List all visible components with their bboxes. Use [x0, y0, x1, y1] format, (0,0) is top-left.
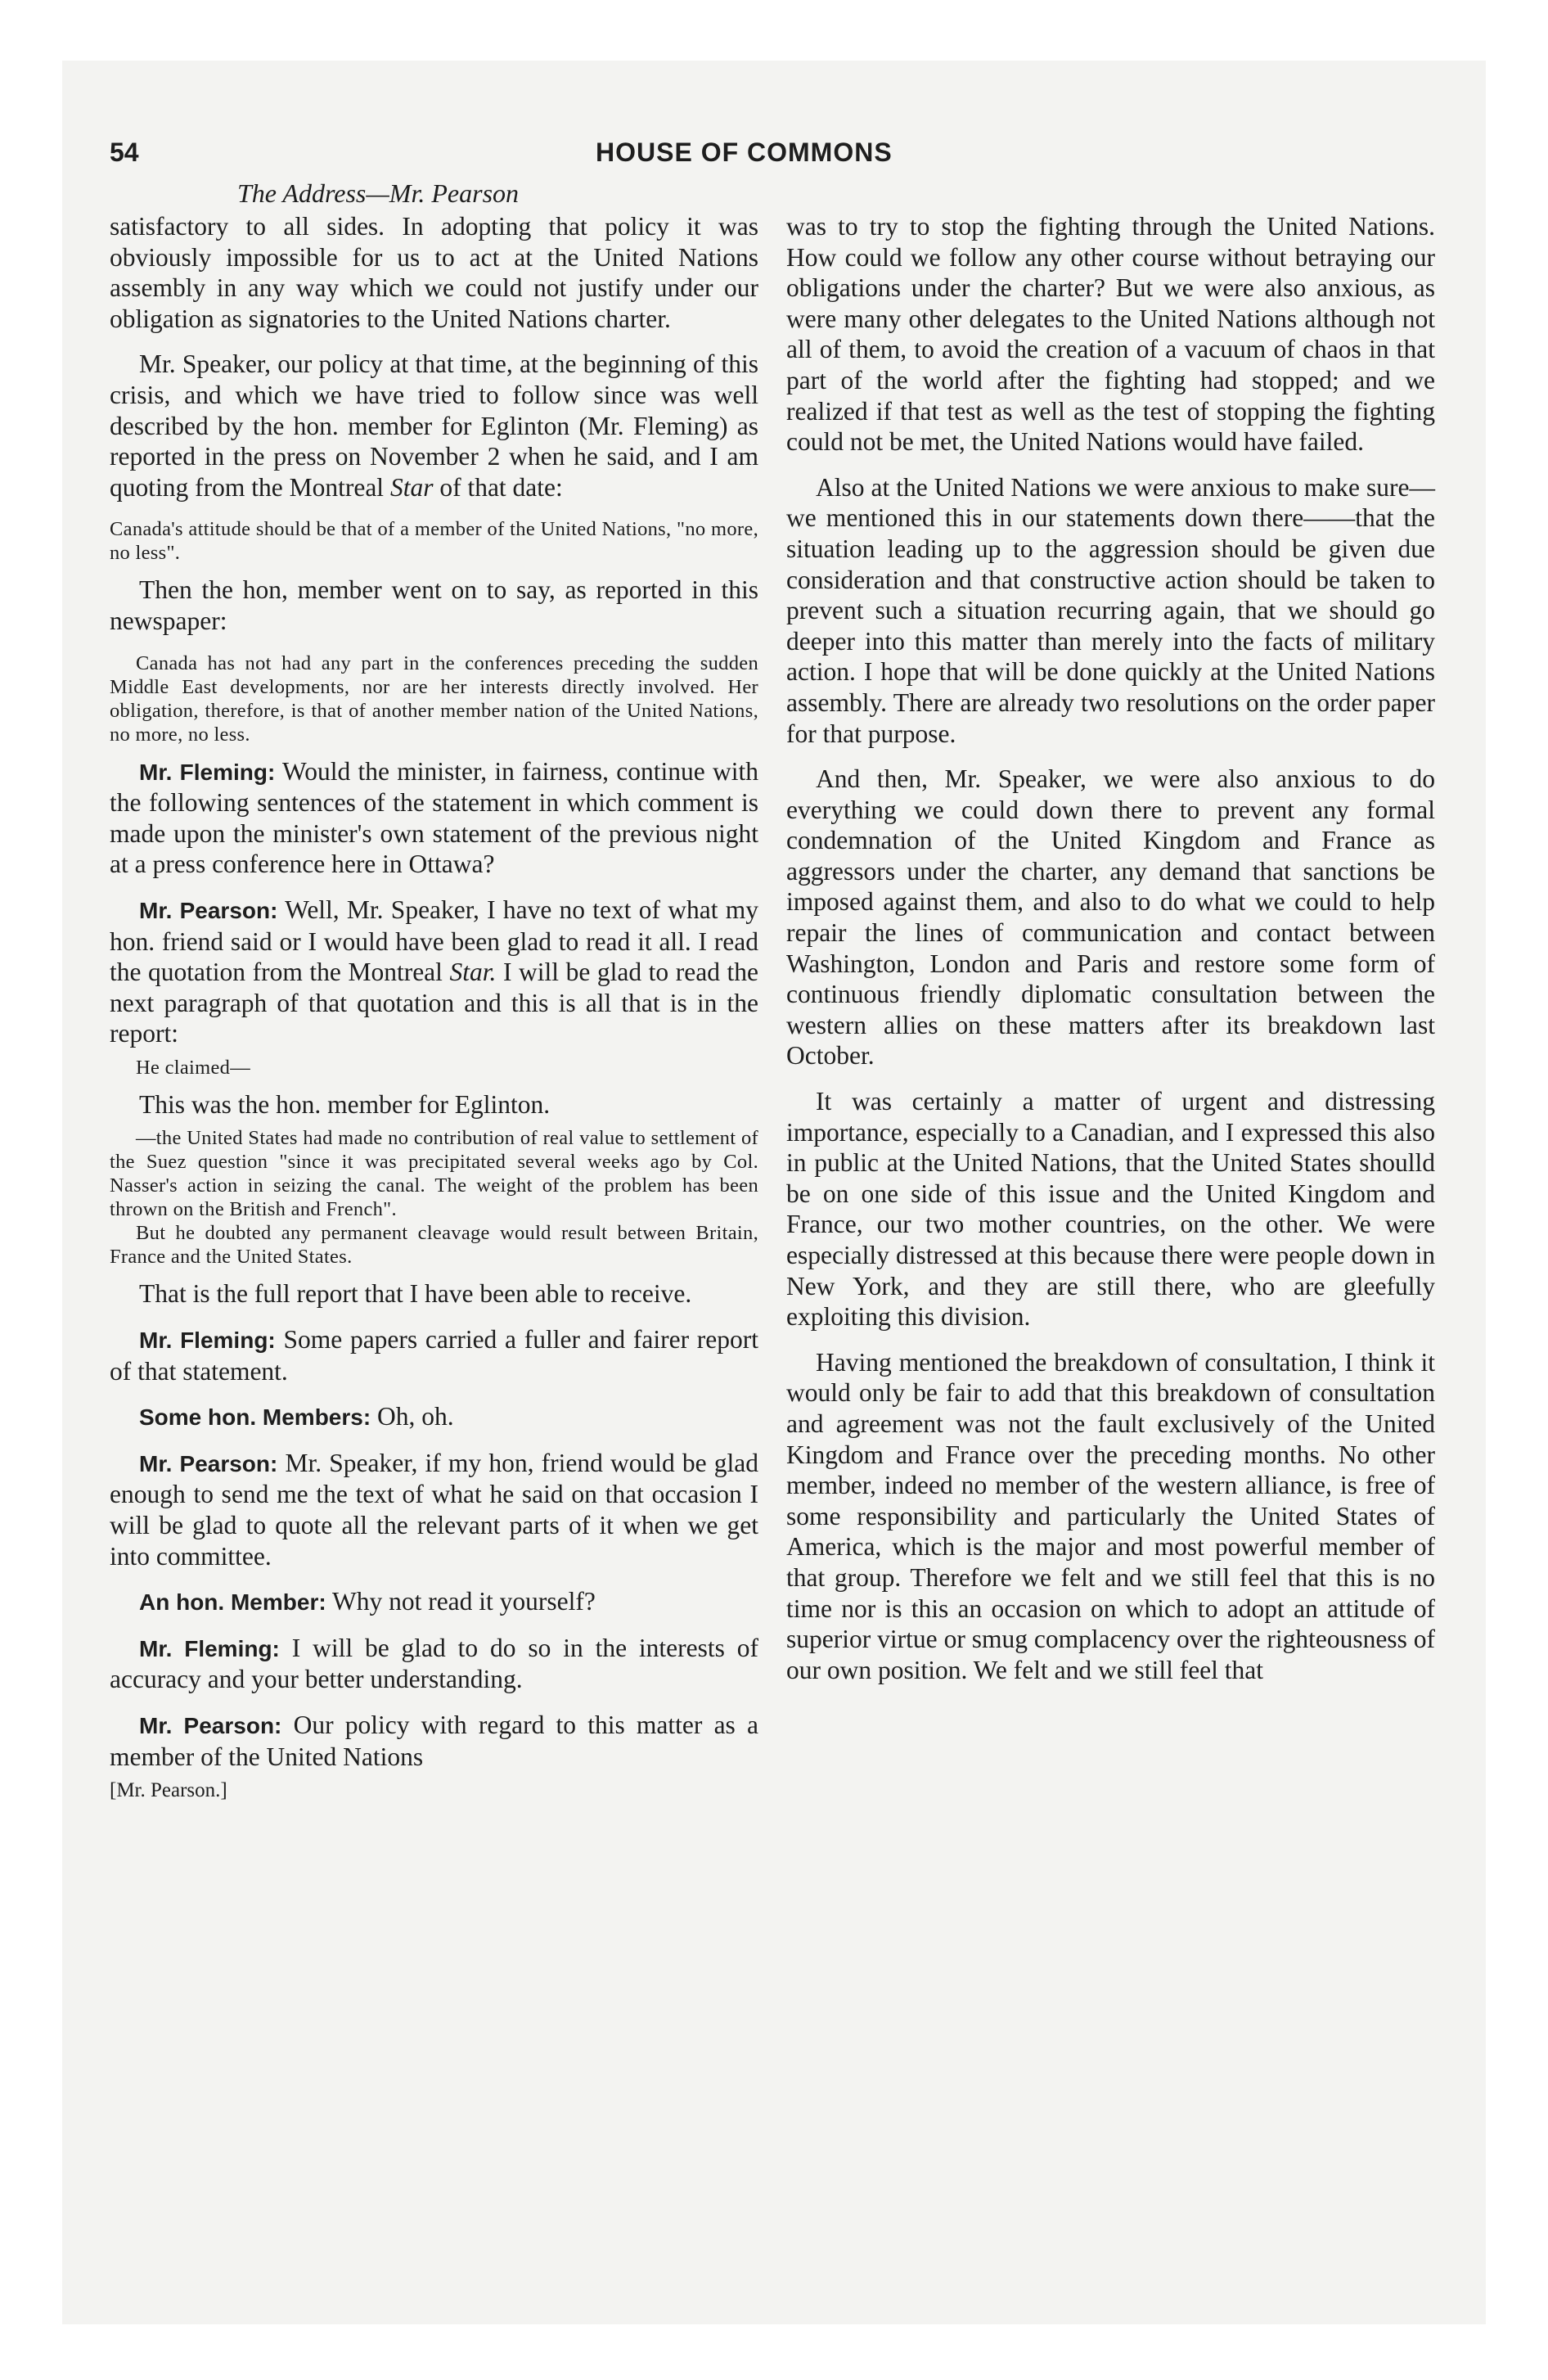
publication-title: Star. — [449, 958, 497, 987]
speech: Mr. Fleming: I will be glad to do so in the interests of accuracy and your better understanding. — [110, 1633, 758, 1694]
paragraph: was to try to stop the fighting through the United Nations. How could we follow any other course without betraying our obligations under the charter? But we were also anxious, as were many other delegates to the United Nations although not all of them, to avoid the creation of a vacuum of chaos in that part of the world after the fighting had stopped; and we realized if that test as well as the test of stopping the fighting could not be met, the United Nations would have failed. — [786, 212, 1435, 457]
speaker-name: Mr. Pearson: — [139, 1450, 278, 1476]
block-quote: He claimed— — [136, 1056, 251, 1079]
speaker-name: Mr. Fleming: — [139, 1327, 276, 1354]
paragraph: Having mentioned the breakdown of consultation, I think it would only be fair to add that this breakdown of consultation and agreement was not the fault exclusively of the United Kingdom and France over the preceding months. No other member, indeed no member of the western alliance, is free of some responsibility and particularly the United States of America, which is the major and most powerful member of that group. Therefore we felt and we still feel that this is no time nor is this an occasion on which to adopt an attitude of superior virtue or smug complacency over the righteousness of our own position. We felt and we still feel that — [786, 1347, 1435, 1684]
left-column — [110, 211, 758, 1803]
page-number: 54 — [110, 137, 139, 167]
speaker-name: Mr. Fleming: — [139, 759, 276, 785]
publication-title: Star — [389, 472, 434, 502]
speaker-name: An hon. Member: — [139, 1589, 326, 1616]
running-head: The Address—Mr. Pearson — [237, 178, 520, 208]
page-header-title: HOUSE OF COMMONS — [596, 137, 893, 167]
speaker-name: Mr. Pearson: — [139, 1713, 282, 1738]
speech: Mr. Fleming: Some papers carried a fuller and fairer report of that statement. — [110, 1325, 758, 1386]
speech: Mr. Pearson: Well, Mr. Speaker, I have no text of what my hon. friend said or I would have been glad to read it all. I read the quotation from the Montreal Star. I will be glad to read the next paragraph of that quotation and this is all that is in the report: — [110, 895, 758, 1048]
block-quote: Canada's attitude should be that of a member of the United Nations, "no more, no less". — [110, 518, 758, 565]
block-quote: —the United States had made no contribution of real value to settlement of the Suez question "since it was precipitated several weeks ago by Col. Nasser's action in seizing the canal. The weight of the problem has been thrown on the British and French". — [110, 1127, 758, 1221]
speech: Mr. Pearson: Mr. Speaker, if my hon, friend would be glad enough to send me the text of what he said on that occasion I will be glad to quote all the relevant parts of it when we get into committee. — [110, 1448, 758, 1571]
paragraph: Then the hon, member went on to say, as reported in this newspaper: — [110, 575, 758, 635]
paragraph: Also at the United Nations we were anxious to make sure—we mentioned this in our statements down there——that the situation leading up to the aggression should be given due consideration and that constructive action should be taken to prevent such a situation recurring again, that we should go deeper into this matter than merely into the facts of military action. I hope that will be done quickly at the United Nations assembly. There are already two resolutions on the order paper for that purpose. — [786, 472, 1435, 748]
paragraph: This was the hon. member for Eglinton. — [139, 1089, 551, 1119]
paragraph: Mr. Speaker, our policy at that time, at the beginning of this crisis, and which we have tried to follow since was well described by the hon. member for Eglinton (Mr. Fleming) as reported in the press on November 2 when he said, and I am quoting from the Montreal Star of that date: — [110, 349, 758, 502]
speech: Mr. Fleming: Would the minister, in fairness, continue with the following sentences of the statement in which comment is made upon the minister's own statement of the previous night at a press conference here in Ottawa? — [110, 756, 758, 879]
block-quote: But he doubted any permanent cleavage would result between Britain, France and the United States. — [110, 1222, 758, 1269]
speaker-name: Mr. Fleming: — [139, 1635, 280, 1661]
block-quote: Canada has not had any part in the conferences preceding the sudden Middle East developments, nor are her interests directly involved. Her obligation, therefore, is that of another member nation of the United Nations, no more, no less. — [110, 651, 758, 746]
paragraph: That is the full report that I have been able to receive. — [139, 1279, 692, 1309]
paragraph: It was certainly a matter of urgent and distressing importance, especially to a Canadian, and I expressed this also in public at the United Nations, that the United States shoulld be on one side of this issue and the United Kingdom and France, our two mother countries, on the other. We were especially distressed at this because there were people down in New York, and they are still there, who are gleefully exploiting this division. — [786, 1087, 1435, 1332]
speaker-byline: [Mr. Pearson.] — [110, 1779, 227, 1802]
speaker-name: Mr. Pearson: — [139, 897, 278, 923]
paragraph: satisfactory to all sides. In adopting that policy it was obviously impossible for us to act at the United Nations assembly in any way which we could not justify under our obligation as signatories to the United Nations charter. — [110, 212, 758, 333]
right-column — [786, 211, 1435, 1700]
speaker-name: Some hon. Members: — [139, 1404, 371, 1431]
paragraph: And then, Mr. Speaker, we were also anxious to do everything we could down there to prevent any formal condemnation of the United Kingdom and France as aggressors under the charter, any demand that sanctions be imposed against them, and also to do what we could to help repair the lines of communication and contact between Washington, London and Paris and restore some form of continuous friendly diplomatic consultation between the western allies on these matters after its breakdown last October. — [786, 764, 1435, 1071]
speech: Some hon. Members: Oh, oh. — [139, 1402, 454, 1431]
speech: Mr. Pearson: Our policy with regard to this matter as a member of the United Nations — [110, 1711, 758, 1771]
speech: An hon. Member: Why not read it yourself? — [139, 1587, 596, 1616]
